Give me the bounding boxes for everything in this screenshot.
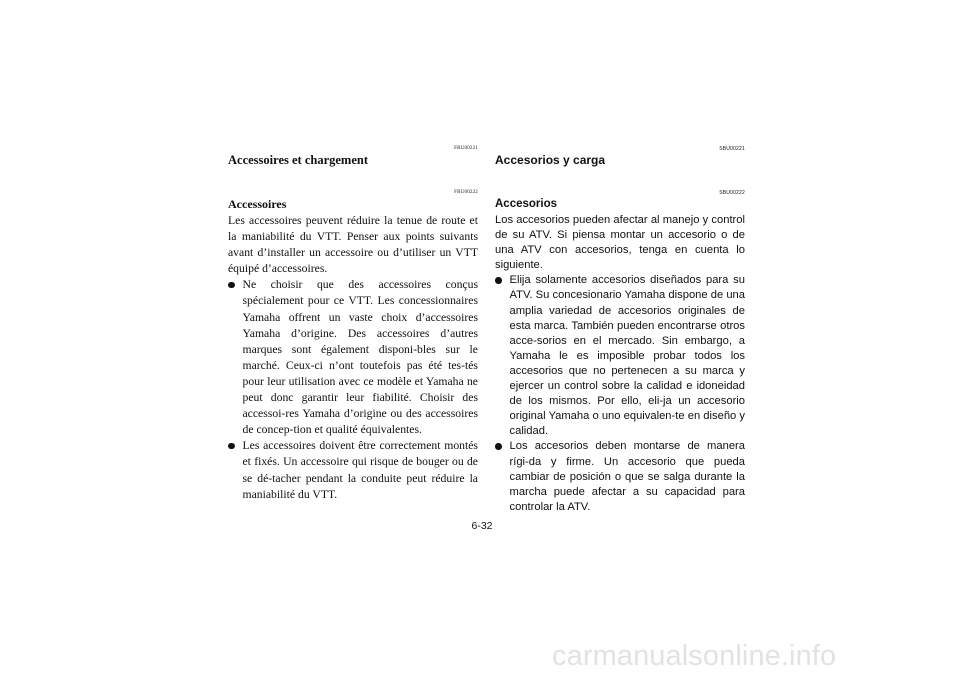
bullet-text: Ne choisir que des accessoires conçus spécialement pour ce VTT. Les concessionnaires Yamaha offrent un vaste choix d’accessoires Yamaha d’origine. Des accessoires d’autres marques sont également disponi-bles sur le marché. Ceux-ci n’ont toutefois pas été tes-tés pour leur utilisation avec ce modèle et Yamaha ne peut donc garantir leur fiabilité. Choisir des accessoi-res Yamaha d’origine ou des accessoires de concep-tion et qualité équivalentes. [242,278,478,437]
list-item [228,277,478,438]
bullet-list [495,273,745,515]
spanish-column [495,146,745,515]
list-item [228,438,478,502]
list-item [495,273,745,439]
bullet-text: Elija solamente accesorios diseñados para su ATV. Su concesionario Yamaha dispone de una amplia variedad de accesorios originales de esta marca. También pueden encontrarse otros acce-sorios en el mercado. Sin embargo, a Yamaha le es imposible probar todos los accesorios que no pertenecen a su marca y ejercer un control sobre la calidad e idoneidad de los mismos. Por ello, eli-ja un accesorio original Yamaha o uno equivalen-te en diseño y calidad. [509,274,745,438]
subsection-code: FBU00222 [454,190,478,195]
bullet-text: Los accesorios deben montarse de manera rígi-da y firme. Un accesorio que pueda cambiar de posición o que se salga durante la marcha puede afectar a su capacidad para controlar la ATV. [509,440,745,513]
subsection-code: SBU00222 [719,190,745,196]
section-title: Accessoires et chargement [228,153,368,167]
intro-paragraph: Les accessoires peuvent réduire la tenue de route et la maniabilité du VTT. Penser aux points suivants avant d’installer un accessoire ou d’utiliser un VTT équipé d’accessoires. [228,214,478,276]
bullet-icon [495,443,502,450]
page-number: 6-32 [471,520,493,532]
intro-paragraph: Los accesorios pueden afectar al manejo y control de su ATV. Si piensa montar un accesorio o de una ATV con accesorios, tenga en cuenta lo siguiente. [495,214,745,272]
section-code: FBU00221 [454,146,478,151]
bullet-icon [228,443,235,450]
bullet-icon [495,277,502,284]
watermark: carmanualsonline.info [552,640,837,672]
section-code: SBU00221 [719,146,745,152]
subsection-title: Accessoires [228,197,287,211]
french-column [228,146,478,503]
bullet-list [228,277,478,502]
section-title: Accesorios y carga [495,153,606,167]
subsection-title: Accesorios [495,198,558,210]
bullet-text: Les accessoires doivent être correctement montés et fixés. Un accessoire qui risque de bouger ou de se dé-tacher pendant la conduite peut réduire la maniabilité du VTT. [242,439,478,501]
bullet-icon [228,282,235,289]
list-item [495,439,745,514]
